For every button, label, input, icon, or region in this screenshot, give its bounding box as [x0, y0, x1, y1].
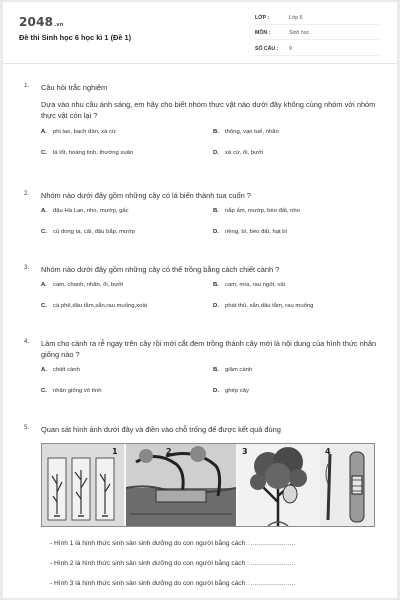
figure-label-2: 2 [166, 447, 172, 456]
meta-key: MÔN : [255, 30, 271, 37]
option-text: chiết cành [53, 367, 80, 374]
option-key: C. [41, 229, 47, 236]
option-d[interactable] [213, 150, 263, 156]
option-key: B. [213, 282, 219, 289]
exam-page [3, 2, 397, 598]
question-heading: Câu hỏi trắc nghiệm [41, 83, 108, 92]
figure-label-3: 3 [242, 447, 248, 456]
option-key: C. [41, 149, 47, 156]
meta-row-class [255, 12, 379, 25]
option-key: C. [41, 303, 47, 310]
question-1 [19, 82, 381, 159]
fill-line-text: - Hình 3 là hình thức sinh sản sinh dưỡng do con người bằng cách : [50, 580, 249, 587]
fill-line-text: - Hình 1 là hình thức sinh sản sinh dưỡng do con người bằng cách : [50, 540, 249, 547]
meta-value: Sinh học [289, 30, 310, 37]
fill-line-3 [50, 580, 296, 587]
option-text: cam, mía, rau ngót, vải [225, 282, 285, 289]
option-text: phi lao, bạch đàn, xà cừ [53, 128, 116, 135]
option-text: giâm cành [225, 367, 253, 374]
question-text: Dựa vào nhu cầu ánh sáng, em hãy cho biết nhóm thực vật nào dưới đây không cùng nhóm với nhóm thực vật còn lại ? [41, 100, 376, 121]
option-text: củ dong ta, cải, đậu bắp, mướp [53, 229, 136, 236]
meta-key: LỚP : [255, 14, 270, 21]
option-text: nhân giống vô tính [53, 388, 102, 395]
propagation-figure [41, 443, 375, 527]
option-text: cà phê,dâu tằm,sắn,rau muống,xoài [53, 303, 147, 310]
answer-options [41, 282, 381, 312]
meta-value: Lớp 6 [289, 14, 303, 21]
meta-row-subject [255, 28, 379, 41]
option-key: B. [213, 367, 219, 374]
question-4 [19, 338, 381, 397]
question-number: 1. [24, 82, 30, 89]
option-key: D. [213, 303, 219, 310]
exam-meta [255, 12, 379, 59]
question-2 [19, 190, 381, 238]
question-text: Nhóm nào dưới đây gồm những cây có thể trồng bằng cách chiết cành ? [41, 265, 280, 274]
option-key: B. [213, 208, 219, 215]
option-text: riềng, bí, bèo đất, hạt bí [225, 229, 288, 236]
question-text: Quan sát hình ảnh dưới đây và điền vào chỗ trống để được kết quả đúng [41, 425, 281, 434]
option-text: thông, vạn tuế, nhãn [225, 128, 279, 135]
option-d[interactable] [213, 229, 287, 235]
fill-line-1 [50, 540, 296, 547]
option-text: ghép cây [225, 388, 249, 395]
option-key: A. [41, 208, 47, 215]
question-number: 4. [24, 338, 30, 345]
answer-blank[interactable]: ...................... [250, 540, 296, 547]
meta-key: SỐ CÂU : [255, 45, 279, 52]
option-key: C. [41, 388, 47, 395]
option-text: lá lốt, hoàng tinh, thường xuân [53, 149, 134, 156]
option-d[interactable] [213, 303, 313, 309]
option-a[interactable] [41, 208, 129, 214]
option-key: D. [213, 149, 219, 156]
answer-options [41, 208, 381, 238]
option-b[interactable] [213, 367, 252, 373]
answer-options [41, 367, 381, 397]
site-logo[interactable] [19, 15, 64, 29]
question-text: Làm cho cành ra rễ ngay trên cây rồi mới cắt đem trồng thành cây mới là nội dung của hình thức nhân giống nào ? [41, 339, 377, 360]
option-text: nắp ấm, mướp, bèo đất, nho [225, 208, 300, 215]
option-key: A. [41, 128, 47, 135]
question-3 [19, 264, 381, 312]
fill-line-text: - Hình 2 là hình thức sinh sản sinh dưỡng do con người bằng cách : [50, 560, 249, 567]
meta-row-count [255, 43, 379, 56]
exam-header [3, 2, 397, 64]
option-d[interactable] [213, 388, 249, 394]
fill-line-2 [50, 560, 296, 567]
figure-panel-3 [238, 444, 320, 526]
option-key: D. [213, 388, 219, 395]
option-key: B. [213, 128, 219, 135]
meta-value: 9 [289, 45, 292, 52]
exam-title: Đề thi Sinh học 6 học kì 1 (Đề 1) [19, 33, 132, 42]
question-number: 5. [24, 424, 30, 431]
option-text: đậu Hà Lan, nho, mướp, gấc [53, 208, 129, 215]
option-b[interactable] [213, 208, 300, 214]
figure-panel-4 [320, 444, 375, 526]
answer-blank[interactable]: ...................... [250, 560, 296, 567]
option-c[interactable] [41, 388, 101, 394]
option-c[interactable] [41, 229, 135, 235]
answer-options [41, 129, 381, 159]
option-b[interactable] [213, 129, 279, 135]
option-key: A. [41, 282, 47, 289]
option-key: A. [41, 367, 47, 374]
option-c[interactable] [41, 150, 133, 156]
option-text: xà cừ, ổi, bưởi [225, 149, 264, 156]
logo-suffix: .vn [54, 22, 64, 28]
logo-text: 2048 [19, 15, 54, 29]
option-b[interactable] [213, 282, 285, 288]
option-a[interactable] [41, 129, 116, 135]
figure-label-4: 4 [325, 447, 331, 456]
option-c[interactable] [41, 303, 147, 309]
question-number: 2. [24, 190, 30, 197]
answer-blank[interactable]: ...................... [250, 580, 296, 587]
option-text: phát thủ, sắn,dâu tằm, rau muống [225, 303, 314, 310]
figure-panel-1 [42, 444, 124, 526]
question-text: Nhóm nào dưới đây gồm những cây có lá biến thành tua cuốn ? [41, 191, 251, 200]
question-5 [19, 424, 381, 435]
figure-panel-2 [126, 444, 236, 526]
option-a[interactable] [41, 282, 123, 288]
option-a[interactable] [41, 367, 80, 373]
figure-label-1: 1 [112, 447, 118, 456]
option-key: D. [213, 229, 219, 236]
option-text: cam, chanh, nhãn, ổi, bưởi [53, 282, 124, 289]
question-number: 3. [24, 264, 30, 271]
